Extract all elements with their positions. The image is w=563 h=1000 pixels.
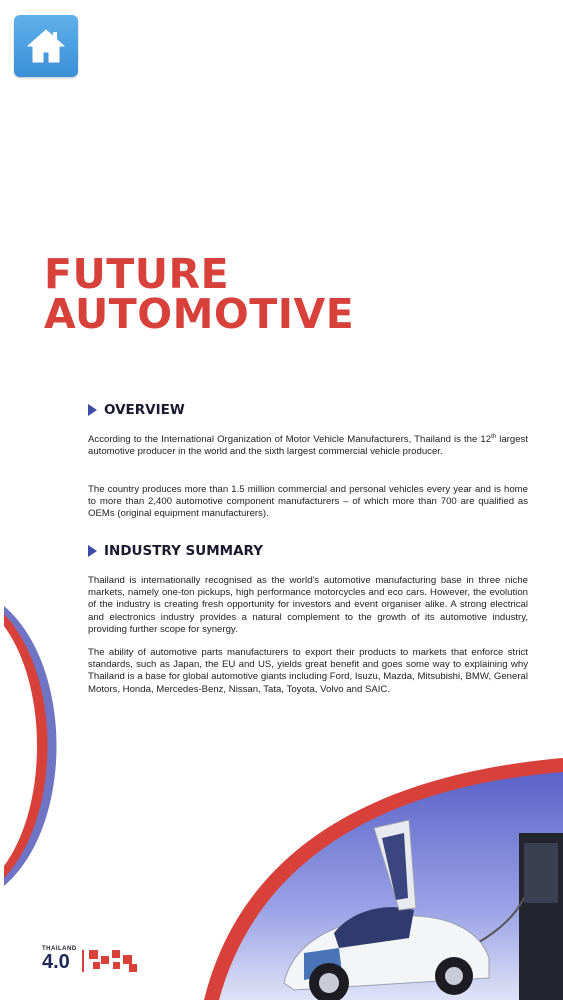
logo-small-text: THAILAND (42, 946, 77, 952)
home-icon (26, 27, 66, 65)
document-page (4, 198, 563, 1000)
overview-p1-a: According to the International Organization of Motor Vehicle Manufacturers, Thailand is the 12 (88, 434, 492, 445)
industry-summary-heading-text: INDUSTRY SUMMARY (104, 543, 263, 559)
thailand-4-logo (42, 946, 139, 972)
industry-summary-heading (88, 543, 263, 559)
overview-heading (88, 402, 185, 418)
industry-summary-paragraph-2: The ability of automotive parts manufacturers to export their products to markets that enforce strict standards, such as Japan, the EU and US, yields great benefit and goes some way to explaining why Thailand is a base for global automotive giants including Ford, Isuzu, Mazda, Mitsubishi, BMW, General Motors, Honda, Mercedes-Benz, Nissan, Tata, Toyota, Volvo and SAIC. (88, 647, 528, 695)
page-title (44, 250, 355, 338)
bullet-triangle-icon (88, 404, 97, 416)
overview-paragraph-2: The country produces more than 1.5 million commercial and personal vehicles every year and is home to more than 2,400 automotive component manufacturers – of which more than 700 are qualified as OEMs (original equipment manufacturers). (88, 484, 528, 520)
overview-paragraph-1 (88, 434, 528, 458)
home-button[interactable] (14, 15, 78, 77)
bullet-triangle-icon (88, 545, 97, 557)
logo-mark-icon (89, 950, 139, 972)
overview-heading-text: OVERVIEW (104, 402, 185, 418)
title-line-2: AUTOMOTIVE (44, 290, 355, 338)
industry-summary-paragraph-1: Thailand is internationally recognised as the world's automotive manufacturing base in three niche markets, namely one-ton pickups, high performance motorcycles and eco cars. However, the evolution of the industry is creating fresh opportunity for investors and event organiser alike. A strong electrical and electronics industry provides a natural complement to the growth of its automotive industry, providing further scope for synergy. (88, 575, 528, 635)
logo-separator (82, 950, 84, 972)
logo-big-text: 4.0 (42, 951, 70, 973)
overview-p1-sup: th (491, 433, 497, 440)
overview-p1-b: largest automotive producer in the world and the sixth largest commercial vehicle producer. (88, 434, 528, 458)
title-line-1: FUTURE (44, 250, 230, 298)
